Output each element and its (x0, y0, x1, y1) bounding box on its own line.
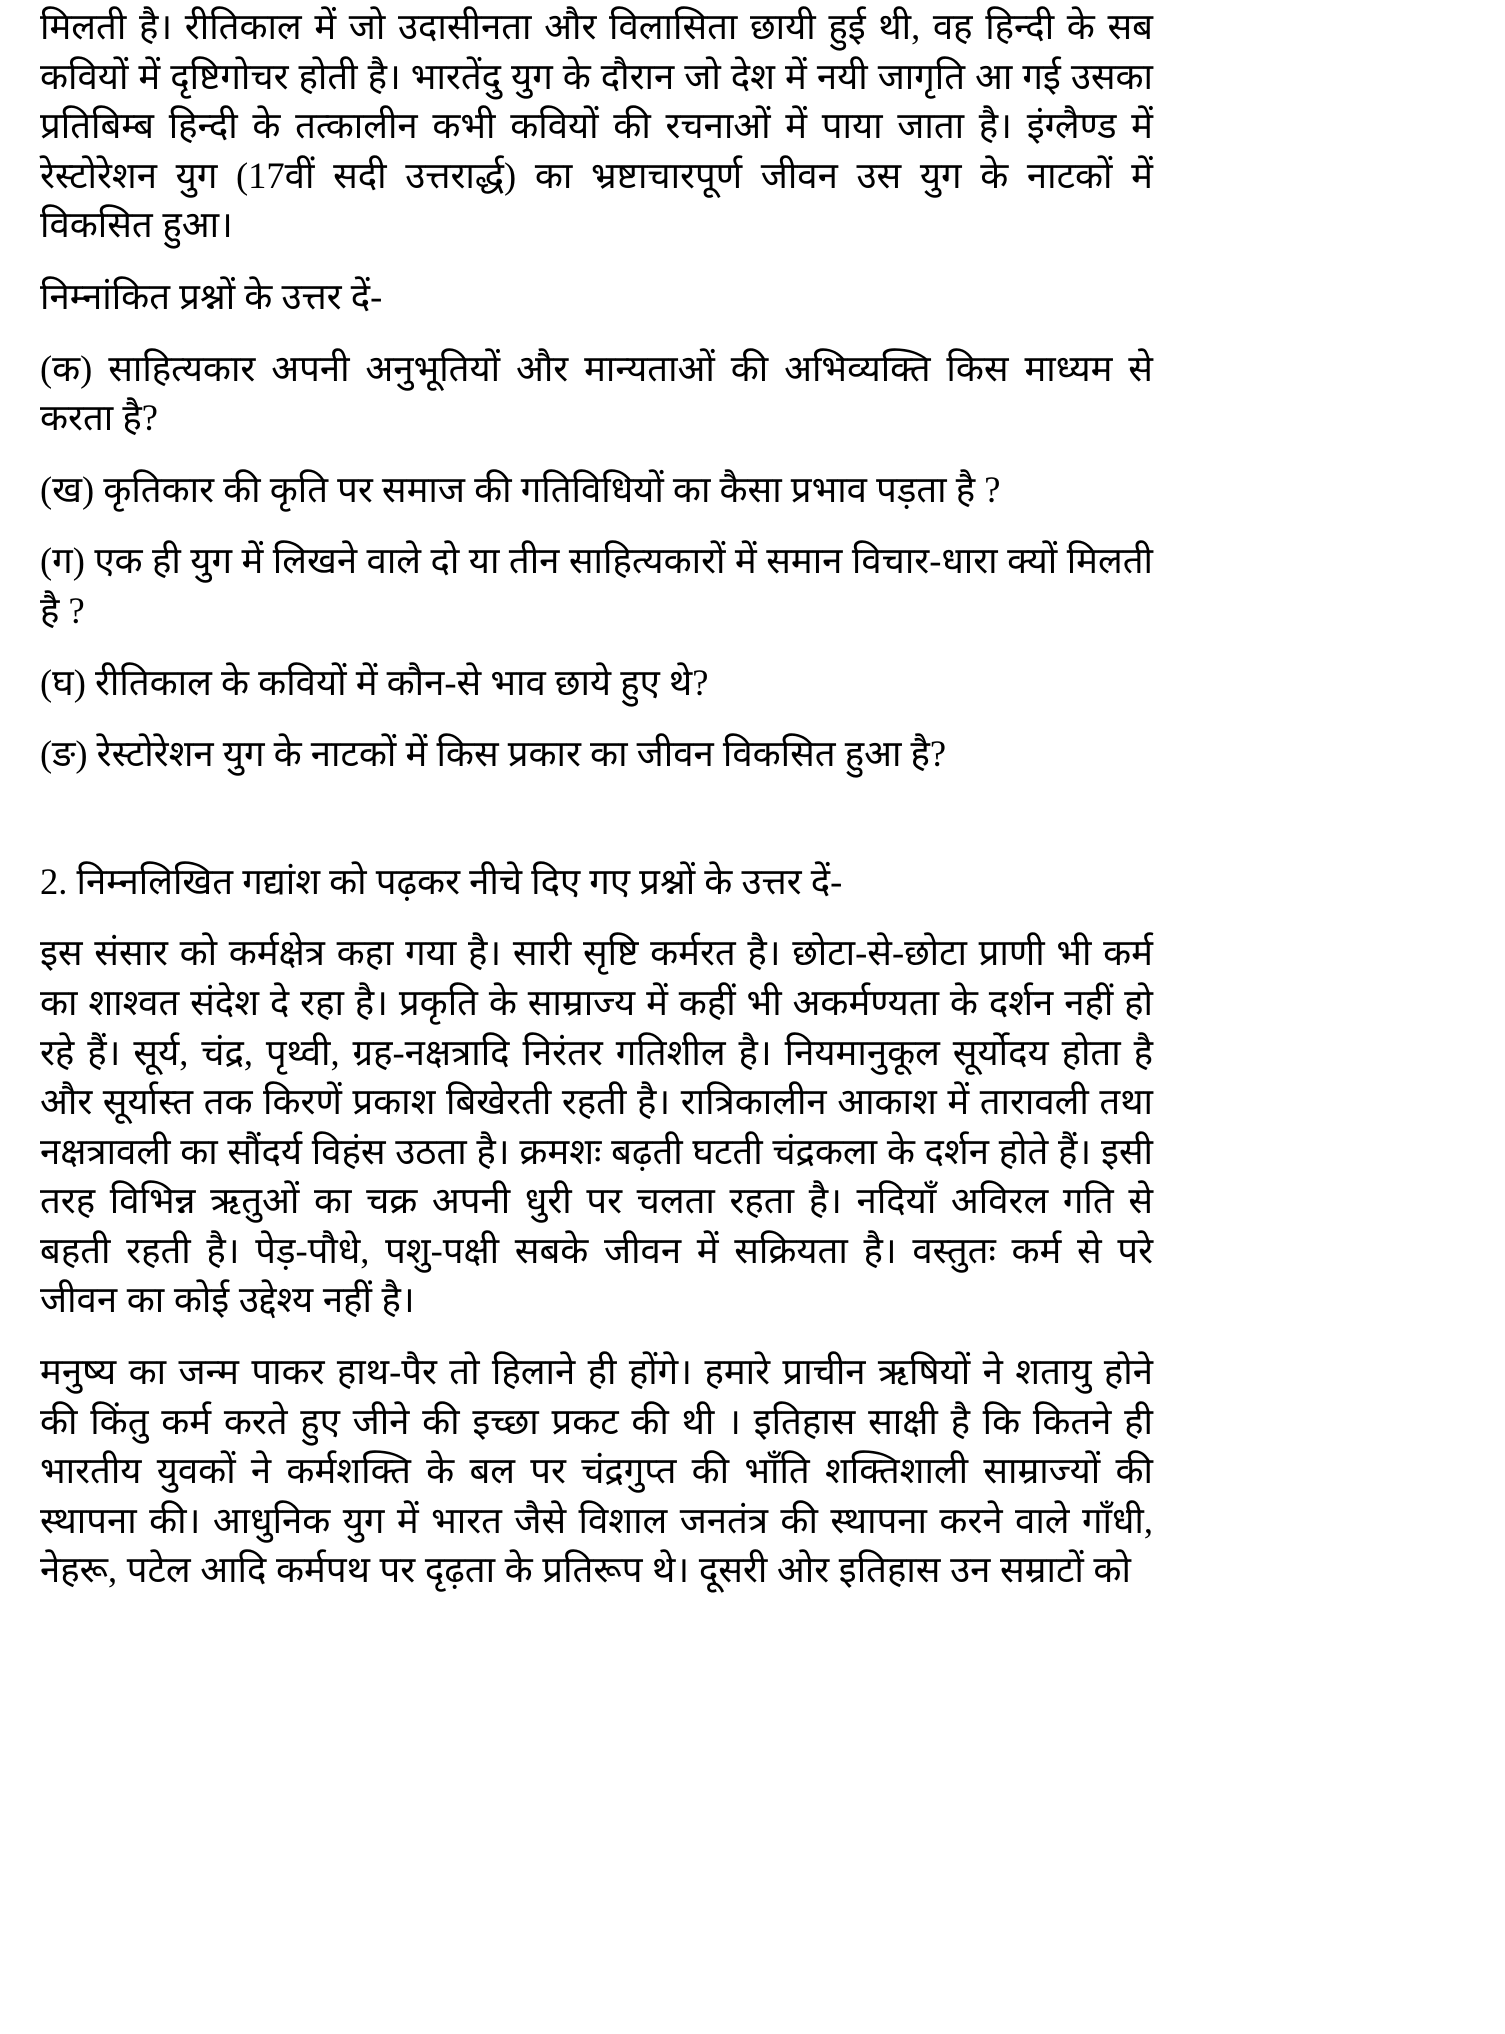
spacer (40, 636, 1153, 658)
intro-paragraph: मिलती है। रीतिकाल में जो उदासीनता और विलासिता छायी हुई थी, वह हिन्दी के सब कवियों में दृष्टिगोचर होती है। भारतेंदु युग के दौरान जो देश में नयी जागृति आ गई उसका प्रतिबिम्ब हिन्दी के तत्कालीन कभी कवियों की रचनाओं में पाया जाता है। इंग्लैण्ड में रेस्टोरेशन युग (17वीं सदी उत्तरार्द्ध) का भ्रष्टाचारपूर्ण जीवन उस युग के नाटकों में विकसित हुआ। (40, 6, 1154, 246)
question-item-nga: (ङ) रेस्टोरेशन युग के नाटकों में किस प्रकार का जीवन विकसित हुआ है? (40, 733, 947, 775)
spacer (40, 906, 1153, 928)
spacer (40, 514, 1153, 536)
spacer (40, 443, 1153, 465)
question-item-ka: (क) साहित्यकार अपनी अनुभूतियों और मान्यताओं की अभिव्यक्ति किस माध्यम से करता है? (40, 347, 1153, 439)
passage-paragraph-1: इस संसार को कर्मक्षेत्र कहा गया है। सारी सृष्टि कर्मरत है। छोटा-से-छोटा प्राणी भी कर्म का शाश्वत संदेश दे रहा है। प्रकृति के साम्राज्य में कहीं भी अकर्मण्यता के दर्शन नहीं हो रहे हैं। सूर्य, चंद्र, पृथ्वी, ग्रह-नक्षत्रादि निरंतर गतिशील है। नियमानुकूल सूर्योदय होता है और सूर्यास्त तक किरणें प्रकाश बिखेरती रहती है। रात्रिकालीन आकाश में तारावली तथा नक्षत्रावली का सौंदर्य विहंस उठता है। क्रमशः बढ़ती घटती चंद्रकला के दर्शन होते हैं। इसी तरह विभिन्न ऋतुओं का चक्र अपनी धुरी पर चलता रहता है। नदियाँ अविरल गति से बहती रहती है। पेड़-पौधे, पशु-पक्षी सबके जीवन में सक्रियता है। वस्तुतः कर्म से परे जीवन का कोई उद्देश्य नहीं है। (40, 932, 1153, 1321)
question-item-kha: (ख) कृतिकार की कृति पर समाज की गतिविधियों का कैसा प्रभाव पड़ता है ? (40, 468, 1001, 510)
question-item-gha: (घ) रीतिकाल के कवियों में कौन-से भाव छाये हुए थे? (40, 661, 709, 703)
section-two-heading: 2. निम्नलिखित गद्यांश को पढ़कर नीचे दिए गए प्रश्नों के उत्तर दें- (40, 860, 843, 902)
spacer (40, 322, 1153, 344)
spacer (40, 779, 1153, 857)
spacer (40, 707, 1153, 729)
spacer (40, 250, 1153, 272)
answer-instruction: निम्नांकित प्रश्नों के उत्तर दें- (40, 275, 383, 317)
passage-paragraph-2: मनुष्य का जन्म पाकर हाथ-पैर तो हिलाने ही होंगे। हमारे प्राचीन ऋषियों ने शतायु होने की किंतु कर्म करते हुए जीने की इच्छा प्रकट की थी । इतिहास साक्षी है कि कितने ही भारतीय युवकों ने कर्मशक्ति के बल पर चंद्रगुप्त की भाँति शक्तिशाली साम्राज्यों की स्थापना की। आधुनिक युग में भारत जैसे विशाल जनतंत्र की स्थापना करने वाले गाँधी, नेहरू, पटेल आदि कर्मपथ पर दृढ़ता के प्रतिरूप थे। दूसरी ओर इतिहास उन सम्राटों को (40, 1351, 1153, 1591)
question-item-ga: (ग) एक ही युग में लिखने वाले दो या तीन साहित्यकारों में समान विचार-धारा क्यों मिलती है ? (40, 540, 1153, 631)
spacer (40, 1325, 1153, 1347)
document-body (40, 0, 1153, 1595)
